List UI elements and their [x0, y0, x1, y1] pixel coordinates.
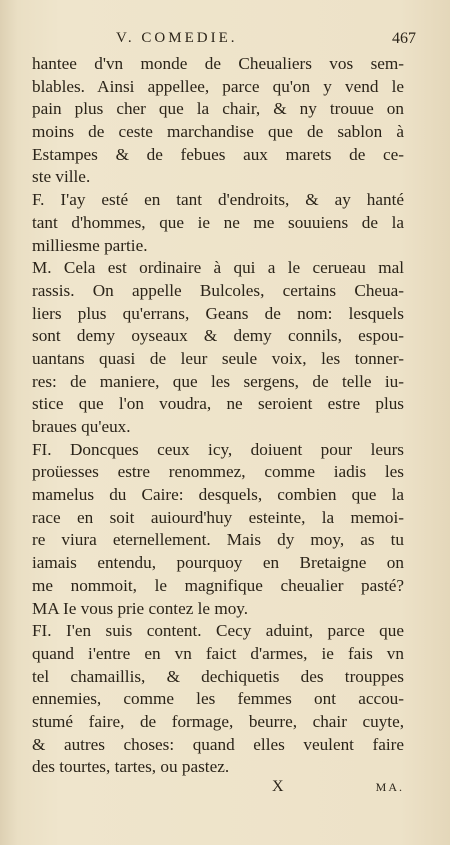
- text-line: M. Cela est ordinaire à qui a le cerueau mal: [32, 258, 404, 278]
- running-title: V. COMEDIE.: [116, 30, 238, 46]
- text-line: race en soit auiourd'huy esteinte, la memoi-: [32, 507, 404, 527]
- body-text: [32, 53, 404, 779]
- text-line: proüesses estre renommez, comme iadis les: [32, 462, 404, 482]
- text-line: braues qu'eux.: [32, 417, 131, 436]
- catchword: MA.: [375, 780, 404, 794]
- text-line: sont demy oyseaux & demy connils, espou-: [32, 326, 404, 346]
- text-line: stice que l'on voudra, ne seroient estre plus: [32, 394, 404, 414]
- text-line: & autres choses: quand elles veulent faire: [32, 734, 404, 754]
- text-line: mamelus du Caire: desquels, combien que la: [32, 485, 404, 505]
- text-line: res: de maniere, que les sergens, de telle iu-: [32, 371, 404, 391]
- text-line: re viura eternellement. Mais dy moy, as tu: [32, 530, 404, 550]
- text-line: moins de ceste marchandise que de sablon à: [32, 122, 404, 142]
- page-footer: [32, 778, 404, 802]
- text-line: FI. I'en suis content. Cecy aduint, parce que: [32, 621, 404, 641]
- text-line: uantans quasi de leur seule voix, les tonner-: [32, 348, 404, 368]
- text-line: ste ville.: [32, 167, 91, 187]
- text-line: me nommoit, le magnifique cheualier pasté?: [32, 575, 404, 595]
- text-line: iamais entendu, pourquoy en Bretaigne on: [32, 553, 404, 573]
- text-line: stumé faire, de formage, beurre, chair cuyte,: [32, 711, 404, 731]
- text-line: tel chamaillis, & dechiquetis des trouppes: [32, 666, 404, 686]
- text-line: des tourtes, tartes, ou pastez.: [32, 757, 230, 777]
- page-number: 467: [392, 30, 416, 47]
- text-line: milliesme partie.: [32, 235, 148, 255]
- text-line: pain plus cher que la chair, & ny trouue on: [32, 99, 404, 119]
- text-line: ennemies, comme les femmes ont accou-: [32, 689, 404, 709]
- text-line: tant d'hommes, que ie ne me souuiens de la: [32, 212, 404, 232]
- text-line: Estampes & de febues aux marets de ce-: [32, 144, 404, 164]
- text-line: quand i'entre en vn faict d'armes, ie fais vn: [32, 643, 404, 663]
- text-line: blables. Ainsi appellee, parce qu'on y vend le: [32, 76, 404, 96]
- text-line: liers plus qu'errans, Geans de nom: lesquels: [32, 303, 404, 323]
- running-header: [116, 30, 416, 52]
- text-line: FI. Doncques ceux icy, doiuent pour leurs: [32, 439, 404, 459]
- text-line: hantee d'vn monde de Cheualiers vos sem-: [32, 54, 404, 73]
- signature-mark: X: [272, 778, 284, 795]
- text-line: F. I'ay esté en tant d'endroits, & ay hanté: [32, 190, 404, 210]
- text-line: MA Ie vous prie contez le moy.: [32, 598, 249, 618]
- text-line: rassis. On appelle Bulcoles, certains Cheua-: [32, 280, 404, 300]
